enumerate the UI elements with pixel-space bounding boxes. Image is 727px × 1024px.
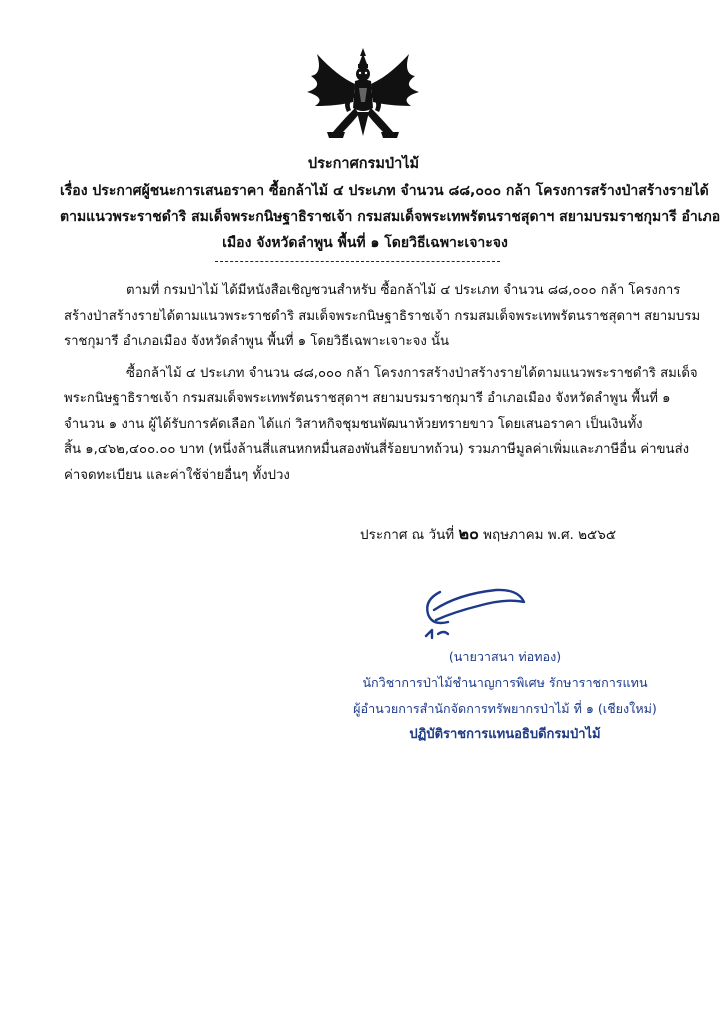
signatory-block [335,644,675,748]
signatory-role: ปฏิบัติราชการแทนอธิบดีกรมป่าไม้ [409,727,601,742]
body-line: สร้างป่าสร้างรายได้ตามแนวพระราชดำริ สมเด็จพระกนิษฐาธิราชเจ้า กรมสมเด็จพระเทพรัตนราชสุดาฯ สยามบรม [64,308,701,324]
body-line: จำนวน ๑ งาน ผู้ได้รับการคัดเลือก ได้แก่ วิสาหกิจชุมชนพัฒนาห้วยทรายขาว โดยเสนอราคา เป็นเงินทั้ง [64,416,643,432]
date-suffix: พฤษภาคม พ.ศ. ๒๕๖๕ [483,527,617,543]
section-divider [215,261,500,262]
paragraph-invitation [64,278,701,355]
date-day: ๒๐ [458,524,479,543]
signatory-title: นักวิชาการป่าไม้ชำนาญการพิเศษ รักษาราชการแทน [362,675,648,690]
subject-line: เมือง จังหวัดลำพูน พื้นที่ ๑ โดยวิธีเฉพาะเจาะจง [222,235,508,251]
paragraph-winner [64,361,698,489]
announcement-body [64,278,701,488]
page-title: ประกาศกรมป่าไม้ [307,156,420,172]
subject-block [60,178,721,256]
subject-line: ตามแนวพระราชดำริ สมเด็จพระกนิษฐาธิราชเจ้า กรมสมเด็จพระเทพรัตนราชสุดาฯ สยามบรมราชกุมารี อำเภอ [60,209,721,225]
signatory-title: ผู้อำนวยการสำนักจัดการทรัพยากรป่าไม้ ที่ ๑ (เชียงใหม่) [353,701,657,716]
date-prefix: ประกาศ ณ วันที่ [360,527,455,543]
handwritten-signature-icon [418,580,533,642]
body-line: ค่าจดทะเบียน และค่าใช้จ่ายอื่นๆ ทั้งปวง [64,467,290,483]
announcement-date [360,522,616,547]
body-line: พระกนิษฐาธิราชเจ้า กรมสมเด็จพระเทพรัตนราชสุดาฯ สยามบรมราชกุมารี อำเภอเมือง จังหวัดลำพูน พื้นที่ ๑ [64,391,671,406]
body-line: ซื้อกล้าไม้ ๔ ประเภท จำนวน ๘๘,๐๐๐ กล้า โครงการสร้างป่าสร้างรายได้ตามแนวพระราชดำริ สมเด็จ [126,365,698,381]
body-line: ตามที่ กรมป่าไม้ ได้มีหนังสือเชิญชวนสำหรับ ซื้อกล้าไม้ ๔ ประเภท จำนวน ๘๘,๐๐๐ กล้า โครงการ [126,283,681,298]
subject-line: เรื่อง ประกาศผู้ชนะการเสนอราคา ซื้อกล้าไม้ ๔ ประเภท จำนวน ๘๘,๐๐๐ กล้า โครงการสร้างป่าสร้างรายได้ [60,183,709,199]
garuda-emblem-icon [303,46,423,144]
body-line: สิ้น ๑,๔๖๒,๔๐๐.๐๐ บาท (หนึ่งล้านสี่แสนหกหมื่นสองพันสี่ร้อยบาทถ้วน) รวมภาษีมูลค่าเพิ่มและภาษีอื่น ค่าขนส่ง [64,442,690,457]
body-line: ราชกุมารี อำเภอเมือง จังหวัดลำพูน พื้นที่ ๑ โดยวิธีเฉพาะเจาะจง นั้น [64,334,449,349]
signatory-name: (นายวาสนา ท่อทอง) [448,649,562,664]
